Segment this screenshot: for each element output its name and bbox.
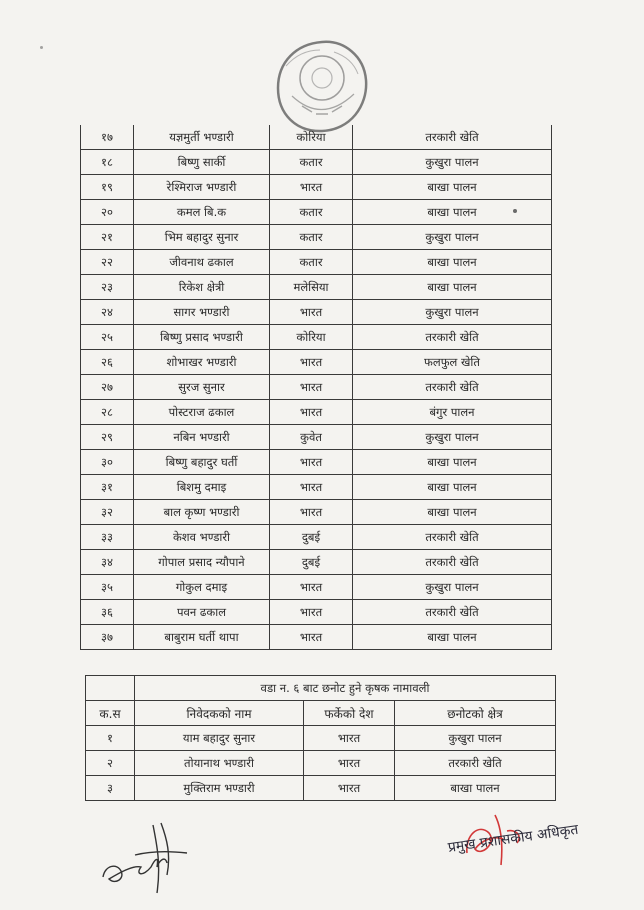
table-row — [81, 375, 552, 400]
cell-sector: बाखा पालन — [353, 275, 552, 300]
cell-name: रिकेश क्षेत्री — [134, 275, 270, 300]
cell-sector: बाखा पालन — [395, 776, 556, 801]
cell-country: भारत — [270, 600, 353, 625]
cell-country: कतार — [270, 225, 353, 250]
signature-left — [95, 815, 190, 900]
cell-name: पवन ढकाल — [134, 600, 270, 625]
cell-name: भिम बहादुर सुनार — [134, 225, 270, 250]
cell-name: सागर भण्डारी — [134, 300, 270, 325]
cell-sn: ३७ — [81, 625, 134, 650]
cell-country: भारत — [270, 475, 353, 500]
cell-name: बिशमु दमाइ — [134, 475, 270, 500]
cell-name: रेश्मिराज भण्डारी — [134, 175, 270, 200]
table-row — [86, 751, 556, 776]
table-row — [81, 200, 552, 225]
cell-name: मुक्तिराम भण्डारी — [135, 776, 304, 801]
cell-country: कुवेत — [270, 425, 353, 450]
cell-sn: ३० — [81, 450, 134, 475]
cell-sector: कुखुरा पालन — [353, 425, 552, 450]
cell-sn: ३५ — [81, 575, 134, 600]
ink-speck — [513, 209, 517, 213]
table-row — [81, 425, 552, 450]
cell-name: जीवनाथ ढकाल — [134, 250, 270, 275]
cell-name: गोपाल प्रसाद न्यौपाने — [134, 550, 270, 575]
title-blank-cell — [86, 676, 135, 701]
cell-country: कतार — [270, 150, 353, 175]
cell-country: कोरिया — [270, 125, 353, 150]
cell-sector: तरकारी खेति — [395, 751, 556, 776]
cell-sn: २९ — [81, 425, 134, 450]
cell-sn: १७ — [81, 125, 134, 150]
cell-sector: तरकारी खेति — [353, 125, 552, 150]
table-row — [81, 175, 552, 200]
cell-sn: २६ — [81, 350, 134, 375]
cell-name: कमल बि.क — [134, 200, 270, 225]
cell-country: भारत — [304, 751, 395, 776]
cell-name: याम बहादुर सुनार — [135, 726, 304, 751]
cell-country: भारत — [270, 175, 353, 200]
cell-sn: ३६ — [81, 600, 134, 625]
cell-country: दुबई — [270, 525, 353, 550]
cell-country: कतार — [270, 200, 353, 225]
cell-sector: कुखुरा पालन — [353, 575, 552, 600]
cell-country: भारत — [270, 300, 353, 325]
cell-sector: कुखुरा पालन — [353, 300, 552, 325]
cell-sector: बंगुर पालन — [353, 400, 552, 425]
table-row — [81, 325, 552, 350]
table-row — [86, 726, 556, 751]
office-stamp-seal — [272, 36, 372, 136]
officer-title: प्रमुख प्रशासकीय अधिकृत — [446, 821, 580, 856]
table-row — [81, 450, 552, 475]
table-row — [81, 150, 552, 175]
table-row — [81, 400, 552, 425]
cell-name: सुरज सुनार — [134, 375, 270, 400]
cell-sn: १ — [86, 726, 135, 751]
cell-sector: बाखा पालन — [353, 200, 552, 225]
cell-country: भारत — [304, 776, 395, 801]
ink-speck — [40, 46, 43, 49]
cell-sn: २१ — [81, 225, 134, 250]
cell-country: भारत — [270, 350, 353, 375]
table-row — [81, 250, 552, 275]
cell-country: भारत — [304, 726, 395, 751]
cell-sn: २३ — [81, 275, 134, 300]
cell-sn: २५ — [81, 325, 134, 350]
cell-sector: बाखा पालन — [353, 450, 552, 475]
table-row — [81, 625, 552, 650]
table-row — [81, 125, 552, 150]
cell-name: गोकुल दमाइ — [134, 575, 270, 600]
cell-country: भारत — [270, 400, 353, 425]
cell-sector: बाखा पालन — [353, 625, 552, 650]
table-row — [81, 350, 552, 375]
cell-country: भारत — [270, 500, 353, 525]
table-row — [81, 275, 552, 300]
table-row — [81, 300, 552, 325]
cell-country: कतार — [270, 250, 353, 275]
cell-name: बाबुराम घर्ती थापा — [134, 625, 270, 650]
cell-sector: बाखा पालन — [353, 175, 552, 200]
header-sector: छनोटको क्षेत्र — [395, 701, 556, 726]
cell-sn: २८ — [81, 400, 134, 425]
cell-sector: बाखा पालन — [353, 475, 552, 500]
cell-sector: तरकारी खेति — [353, 325, 552, 350]
farmer-list-table-continued — [80, 125, 552, 650]
table-row — [86, 776, 556, 801]
cell-name: यज्ञमुर्ती भण्डारी — [134, 125, 270, 150]
cell-country: कोरिया — [270, 325, 353, 350]
cell-name: तोयानाथ भण्डारी — [135, 751, 304, 776]
cell-name: केशव भण्डारी — [134, 525, 270, 550]
cell-sector: फलफुल खेति — [353, 350, 552, 375]
cell-name: बिष्णु प्रसाद भण्डारी — [134, 325, 270, 350]
cell-sn: १८ — [81, 150, 134, 175]
table-row — [81, 225, 552, 250]
cell-sn: १९ — [81, 175, 134, 200]
cell-name: नबिन भण्डारी — [134, 425, 270, 450]
cell-sector: बाखा पालन — [353, 250, 552, 275]
ward-6-farmer-list-table — [85, 675, 556, 801]
cell-country: मलेसिया — [270, 275, 353, 300]
table-title: वडा न. ६ बाट छनोट हुने कृषक नामावली — [135, 676, 556, 701]
cell-sector: कुखुरा पालन — [353, 150, 552, 175]
cell-country: भारत — [270, 625, 353, 650]
cell-sn: ३२ — [81, 500, 134, 525]
cell-name: बिष्णु बहादुर घर्ती — [134, 450, 270, 475]
table-row — [81, 525, 552, 550]
table-row — [81, 550, 552, 575]
header-country: फर्केको देश — [304, 701, 395, 726]
header-sn: क.स — [86, 701, 135, 726]
cell-country: भारत — [270, 450, 353, 475]
cell-sn: २७ — [81, 375, 134, 400]
cell-name: बिष्णु सार्की — [134, 150, 270, 175]
cell-sn: ३१ — [81, 475, 134, 500]
cell-name: बाल कृष्ण भण्डारी — [134, 500, 270, 525]
cell-sn: ३ — [86, 776, 135, 801]
cell-sn: ३४ — [81, 550, 134, 575]
table-row — [81, 475, 552, 500]
cell-sn: २ — [86, 751, 135, 776]
cell-name: पोस्टराज ढकाल — [134, 400, 270, 425]
cell-country: दुबई — [270, 550, 353, 575]
cell-sector: तरकारी खेति — [353, 525, 552, 550]
cell-sn: ३३ — [81, 525, 134, 550]
cell-sn: २४ — [81, 300, 134, 325]
cell-country: भारत — [270, 375, 353, 400]
header-name: निवेदकको नाम — [135, 701, 304, 726]
cell-sn: २० — [81, 200, 134, 225]
cell-sector: बाखा पालन — [353, 500, 552, 525]
table-row — [81, 600, 552, 625]
cell-sn: २२ — [81, 250, 134, 275]
cell-sector: कुखुरा पालन — [353, 225, 552, 250]
table-row — [81, 500, 552, 525]
header-row — [86, 701, 556, 726]
cell-sector: तरकारी खेति — [353, 600, 552, 625]
table-row — [81, 575, 552, 600]
cell-name: शोभाखर भण्डारी — [134, 350, 270, 375]
cell-sector: तरकारी खेति — [353, 375, 552, 400]
cell-country: भारत — [270, 575, 353, 600]
cell-sector: कुखुरा पालन — [395, 726, 556, 751]
cell-sector: तरकारी खेति — [353, 550, 552, 575]
